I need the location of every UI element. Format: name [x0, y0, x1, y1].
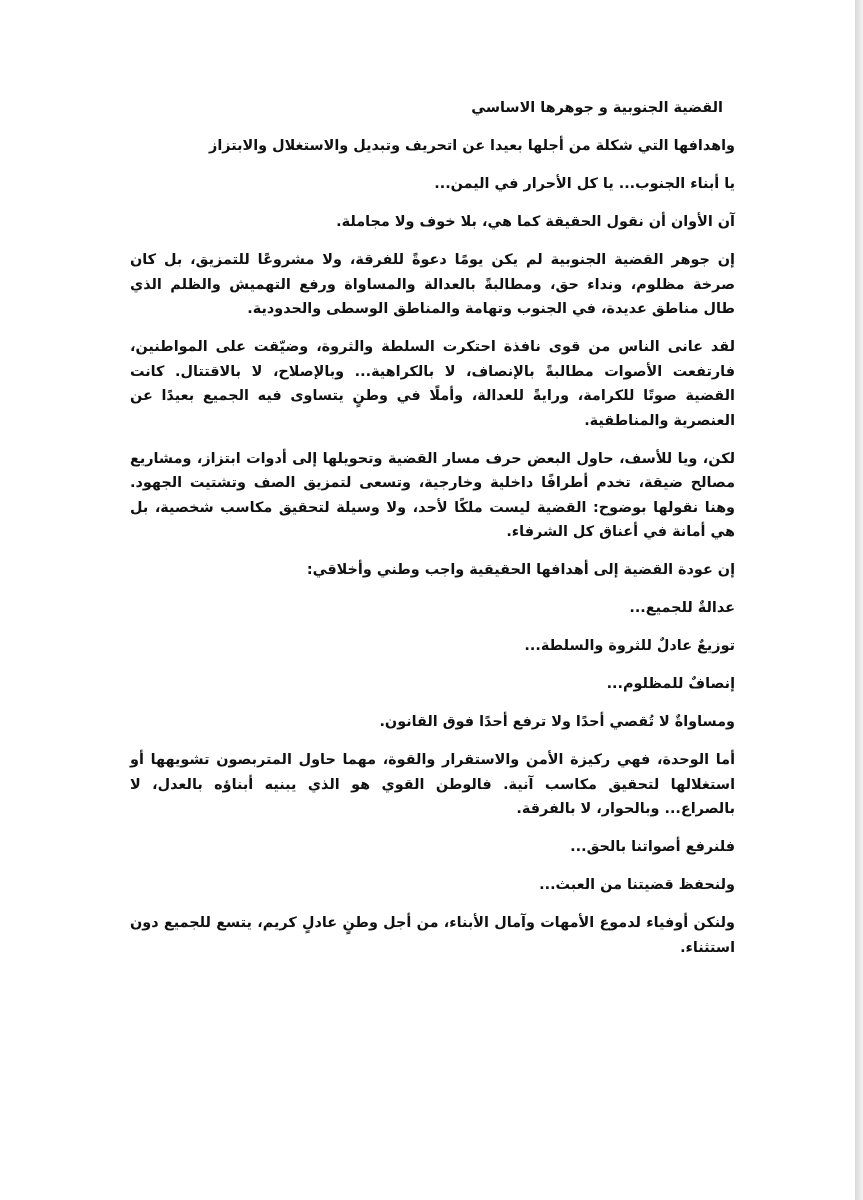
paragraph-duty: إن عودة القضية إلى أهدافها الحقيقية واجب وطني وأخلاقي: — [306, 562, 735, 578]
paragraph-raise-voices: فلنرفع أصواتنا بالحق... — [570, 839, 735, 855]
paragraph-fairness: إنصافٌ للمظلوم... — [606, 676, 735, 692]
paragraph-deviation: لكن، ويا للأسف، حاول البعض حرف مسار القضية وتحويلها إلى أدوات ابتزاز، ومشاريع مصالح ضيقة، تخدم أطرافًا داخلية وخارجية، وتسعى لتمزيق الصف وتشتيت الجهود. وهنا نقولها بوضوح: القضية ليست ملكًا لأحد، ولا وسيلة لتحقيق مكاسب شخصية، بل هي أمانة في أعناق كل الشرفاء. — [130, 450, 735, 540]
paragraph-justice: عدالةٌ للجميع... — [629, 600, 735, 616]
paragraph-equality: ومساواةٌ لا تُقصي أحدًا ولا ترفع أحدًا فوق القانون. — [379, 714, 735, 730]
paragraph-truth: آن الأوان أن نقول الحقيقة كما هي، بلا خوف ولا مجاملة. — [336, 214, 735, 230]
paragraph-suffering: لقد عانى الناس من قوى نافذة احتكرت السلطة والثروة، وضيّقت على المواطنين، فارتفعت الأصوات مطالبةً بالإنصاف، لا بالكراهية... وبالإصلاح، لا بالاقتتال. كانت القضية صوتًا للكرامة، ورايةً للعدالة، وأملًا في وطنٍ يتساوى فيه الجميع بعيدًا عن العنصرية والمناطقية. — [130, 339, 735, 429]
paragraph-closing: ولنكن أوفياء لدموع الأمهات وآمال الأبناء، من أجل وطنٍ عادلٍ كريم، يتسع للجميع دون استثناء. — [130, 915, 735, 956]
paragraph-distribution: توزيعٌ عادلٌ للثروة والسلطة... — [524, 638, 735, 654]
paragraph-address: يا أبناء الجنوب... يا كل الأحرار في اليمن... — [434, 176, 735, 192]
document-title: القضية الجنوبية و جوهرها الاساسي — [471, 100, 723, 116]
paragraph-subtitle: واهدافها التي شكلة من أجلها بعيدا عن اتحريف وتبديل والاستغلال والابتزاز — [209, 138, 735, 154]
paragraph-essence: إن جوهر القضية الجنوبية لم يكن يومًا دعوةً للفرقة، ولا مشروعًا للتمزيق، بل كان صرخة مظلوم، ونداء حق، ومطالبةً بالعدالة والمساواة ورفع التهميش والظلم الذي طال مناطق عديدة، في الجنوب وتهامة والمناطق الوسطى والحدودية. — [130, 252, 735, 317]
document-body — [130, 96, 735, 974]
paragraph-unity: أما الوحدة، فهي ركيزة الأمن والاستقرار والقوة، مهما حاول المتربصون تشويهها أو استغلالها لتحقيق مكاسب آنية. فالوطن القوي هو الذي يبنيه أبناؤه بالعدل، لا بالصراع... وبالحوار، لا بالفرقة. — [130, 752, 735, 817]
paragraph-protect-cause: ولنحفظ قضيتنا من العبث... — [539, 877, 735, 893]
